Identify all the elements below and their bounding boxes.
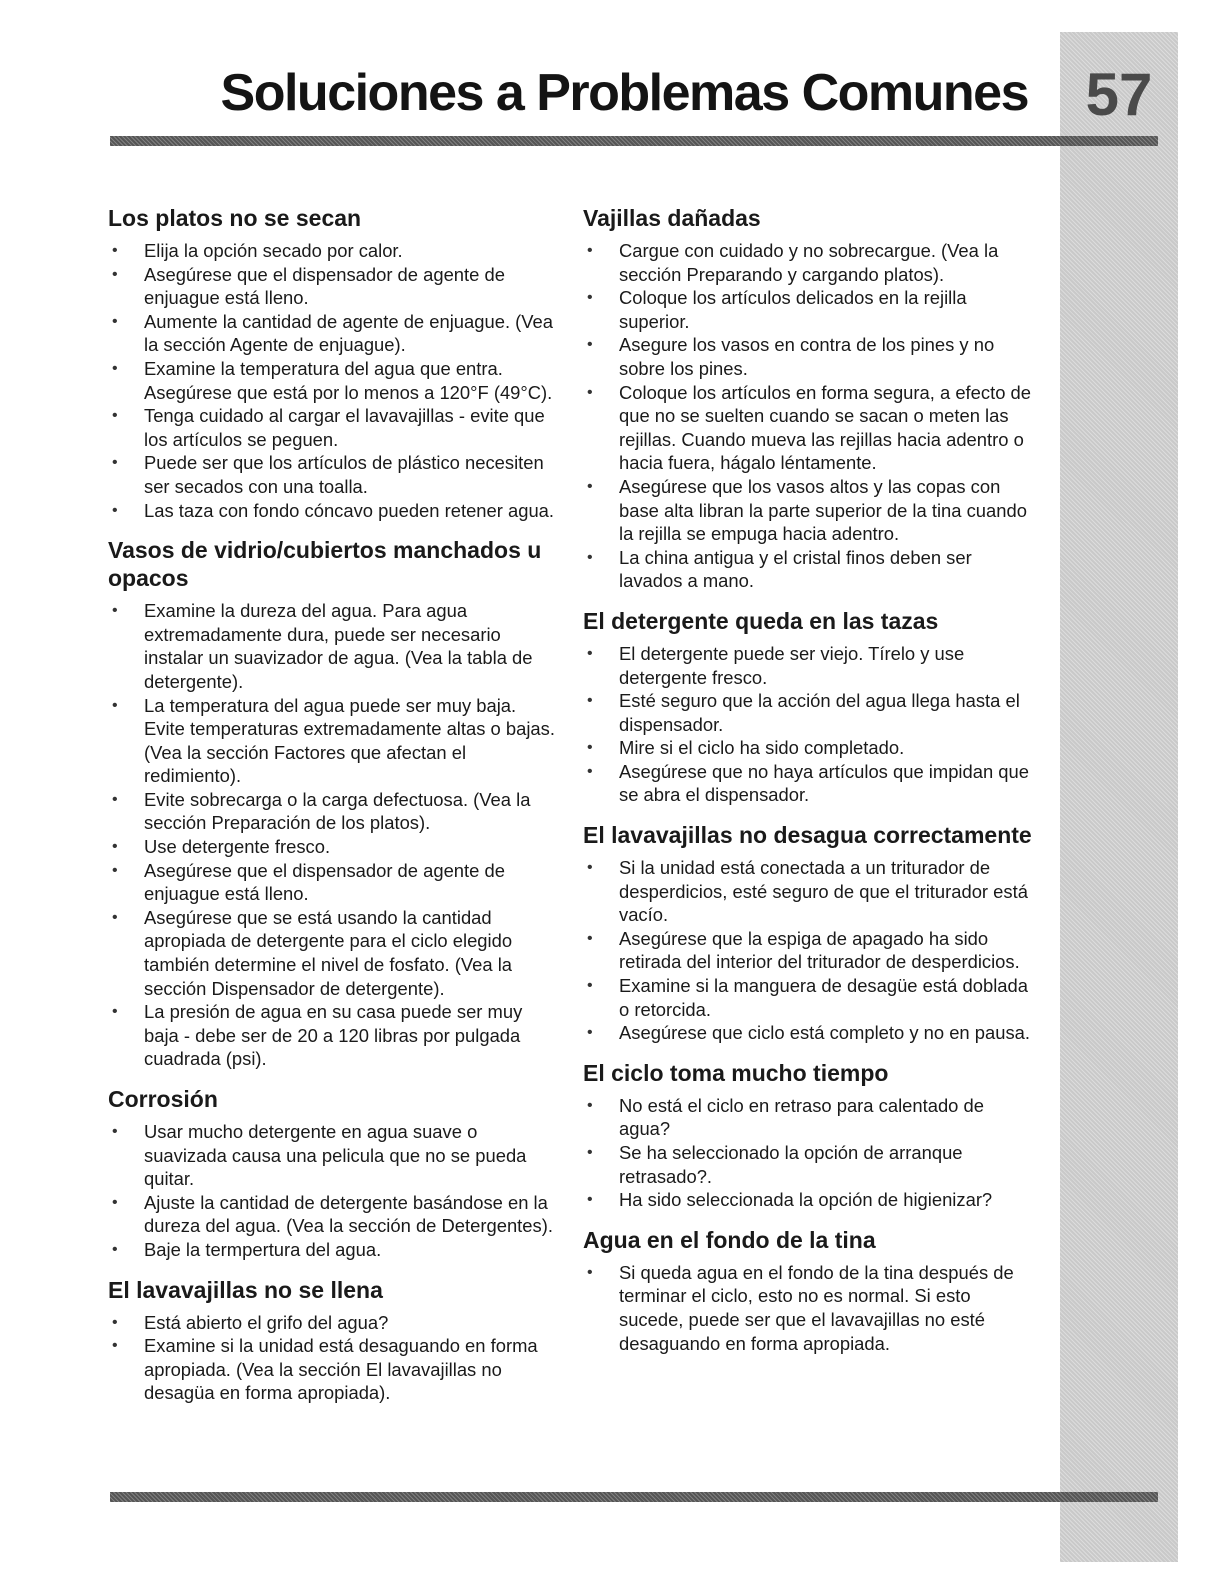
list-item: • Mire si el ciclo ha sido completado. (583, 736, 1035, 760)
list-item: • Aumente la cantidad de agente de enjuague. (Vea la sección Agente de enjuague). (108, 310, 560, 357)
list-item: • Las taza con fondo cóncavo pueden retener agua. (108, 499, 560, 523)
list-item: • Evite sobrecarga o la carga defectuosa. (Vea la sección Preparación de los platos). (108, 788, 560, 835)
list-item: • Examine la dureza del agua. Para agua extremadamente dura, puede ser necesario instalar un suavizador de agua. (Vea la tabla de detergente). (108, 599, 560, 693)
section-long-cycle (583, 1059, 1035, 1212)
section-corrosion (108, 1085, 560, 1262)
list-item: • Usar mucho detergente en agua suave o suavizada causa una pelicula que no se pueda quitar. (108, 1120, 560, 1191)
section-dishes-not-drying (108, 204, 560, 522)
list-item: • Se ha seleccionado la opción de arranque retrasado?. (583, 1141, 1035, 1188)
footer-rule (110, 1492, 1158, 1502)
section-heading: El ciclo toma mucho tiempo (583, 1059, 889, 1086)
list-item: • Asegúrese que los vasos altos y las copas con base alta libran la parte superior de la tina cuando la rejilla se empuga hacia adentro. (583, 475, 1035, 546)
list-item: • Tenga cuidado al cargar el lavavajillas - evite que los artículos se peguen. (108, 404, 560, 451)
list-item: • Puede ser que los artículos de plástico necesiten ser secados con una toalla. (108, 451, 560, 498)
section-heading: Corrosión (108, 1086, 218, 1112)
list-item: • Asegúrese que la espiga de apagado ha sido retirada del interior del triturador de desperdicios. (583, 927, 1035, 974)
list-item: • La china antigua y el cristal finos deben ser lavados a mano. (583, 546, 1035, 593)
section-spotted-glassware (108, 536, 560, 1071)
list-item: • Esté seguro que la acción del agua llega hasta el dispensador. (583, 689, 1035, 736)
section-heading: El lavavajillas no se llena (108, 1276, 383, 1303)
bullet-list (583, 239, 1035, 593)
page-number: 57 (1085, 61, 1153, 128)
list-item: • Examine si la manguera de desagüe está doblada o retorcida. (583, 974, 1035, 1021)
bullet-list (108, 239, 560, 522)
section-not-filling (108, 1276, 560, 1405)
list-item: • La presión de agua en su casa puede ser muy baja - debe ser de 20 a 120 libras por pulgada cuadrada (psi). (108, 1000, 560, 1071)
list-item: • Asegúrese que se está usando la cantidad apropiada de detergente para el ciclo elegido también determine el nivel de fosfato. (Vea la sección Dispensador de detergente). (108, 906, 560, 1000)
bullet-list (583, 642, 1035, 807)
page-title: Soluciones a Problemas Comunes (220, 64, 1028, 122)
side-tab (1060, 32, 1178, 1562)
list-item: • Asegure los vasos en contra de los pines y no sobre los pines. (583, 333, 1035, 380)
list-item: • No está el ciclo en retraso para calentado de agua? (583, 1094, 1035, 1141)
list-item: • Coloque los artículos en forma segura, a efecto de que no se suelten cuando se sacan o meten las rejillas. Cuando mueva las rejillas hacia adentro o hacia fuera, hágalo léntamente. (583, 381, 1035, 475)
list-item: • Asegúrese que ciclo está completo y no en pausa. (583, 1021, 1035, 1045)
section-damaged-dishes (583, 204, 1035, 593)
list-item: • Cargue con cuidado y no sobrecargue. (Vea la sección Preparando y cargando platos). (583, 239, 1035, 286)
list-item: • Baje la termpertura del agua. (108, 1238, 560, 1262)
list-item: • Asegúrese que no haya artículos que impidan que se abra el dispensador. (583, 760, 1035, 807)
list-item: • El detergente puede ser viejo. Tírelo y use detergente fresco. (583, 642, 1035, 689)
right-column (583, 204, 1035, 1369)
list-item: • Asegúrese que el dispensador de agente de enjuague está lleno. (108, 263, 560, 310)
section-heading: Agua en el fondo de la tina (583, 1226, 876, 1253)
section-heading: El lavavajillas no desagua correctamente (583, 822, 1032, 849)
list-item: • Está abierto el grifo del agua? (108, 1311, 560, 1335)
header-rule (110, 136, 1158, 146)
bullet-list (108, 1311, 560, 1405)
section-heading: El detergente queda en las tazas (583, 607, 939, 634)
bullet-list (108, 599, 560, 1071)
list-item: • Asegúrese que el dispensador de agente de enjuague está lleno. (108, 859, 560, 906)
list-item: • Examine la temperatura del agua que entra. Asegúrese que está por lo menos a 120°F (49°C). (108, 357, 560, 404)
list-item: • Coloque los artículos delicados en la rejilla superior. (583, 286, 1035, 333)
section-heading: Vasos de vidrio/cubiertos manchados u opacos (108, 537, 542, 592)
list-item: • La temperatura del agua puede ser muy baja. Evite temperaturas extremadamente altas o bajas. (Vea la sección Factores que afectan el redimiento). (108, 694, 560, 788)
bullet-list (583, 1261, 1035, 1355)
list-item: • Ha sido seleccionada la opción de higienizar? (583, 1188, 1035, 1212)
section-not-draining (583, 821, 1035, 1045)
section-water-in-tub (583, 1226, 1035, 1355)
section-detergent-in-cups (583, 607, 1035, 807)
section-heading: Vajillas dañadas (583, 205, 761, 231)
list-item: • Ajuste la cantidad de detergente basándose en la dureza del agua. (Vea la sección de Detergentes). (108, 1191, 560, 1238)
bullet-list (583, 856, 1035, 1045)
left-column (108, 204, 560, 1419)
list-item: • Elija la opción secado por calor. (108, 239, 560, 263)
list-item: • Si la unidad está conectada a un triturador de desperdicios, esté seguro de que el triturador está vacío. (583, 856, 1035, 927)
bullet-list (583, 1094, 1035, 1212)
list-item: • Use detergente fresco. (108, 835, 560, 859)
bullet-list (108, 1120, 560, 1262)
list-item: • Examine si la unidad está desaguando en forma apropiada. (Vea la sección El lavavajillas no desagüa en forma apropiada). (108, 1334, 560, 1405)
section-heading: Los platos no se secan (108, 205, 362, 231)
list-item: • Si queda agua en el fondo de la tina después de terminar el ciclo, esto no es normal. Si esto sucede, puede ser que el lavavajillas no esté desaguando en forma apropiada. (583, 1261, 1035, 1355)
